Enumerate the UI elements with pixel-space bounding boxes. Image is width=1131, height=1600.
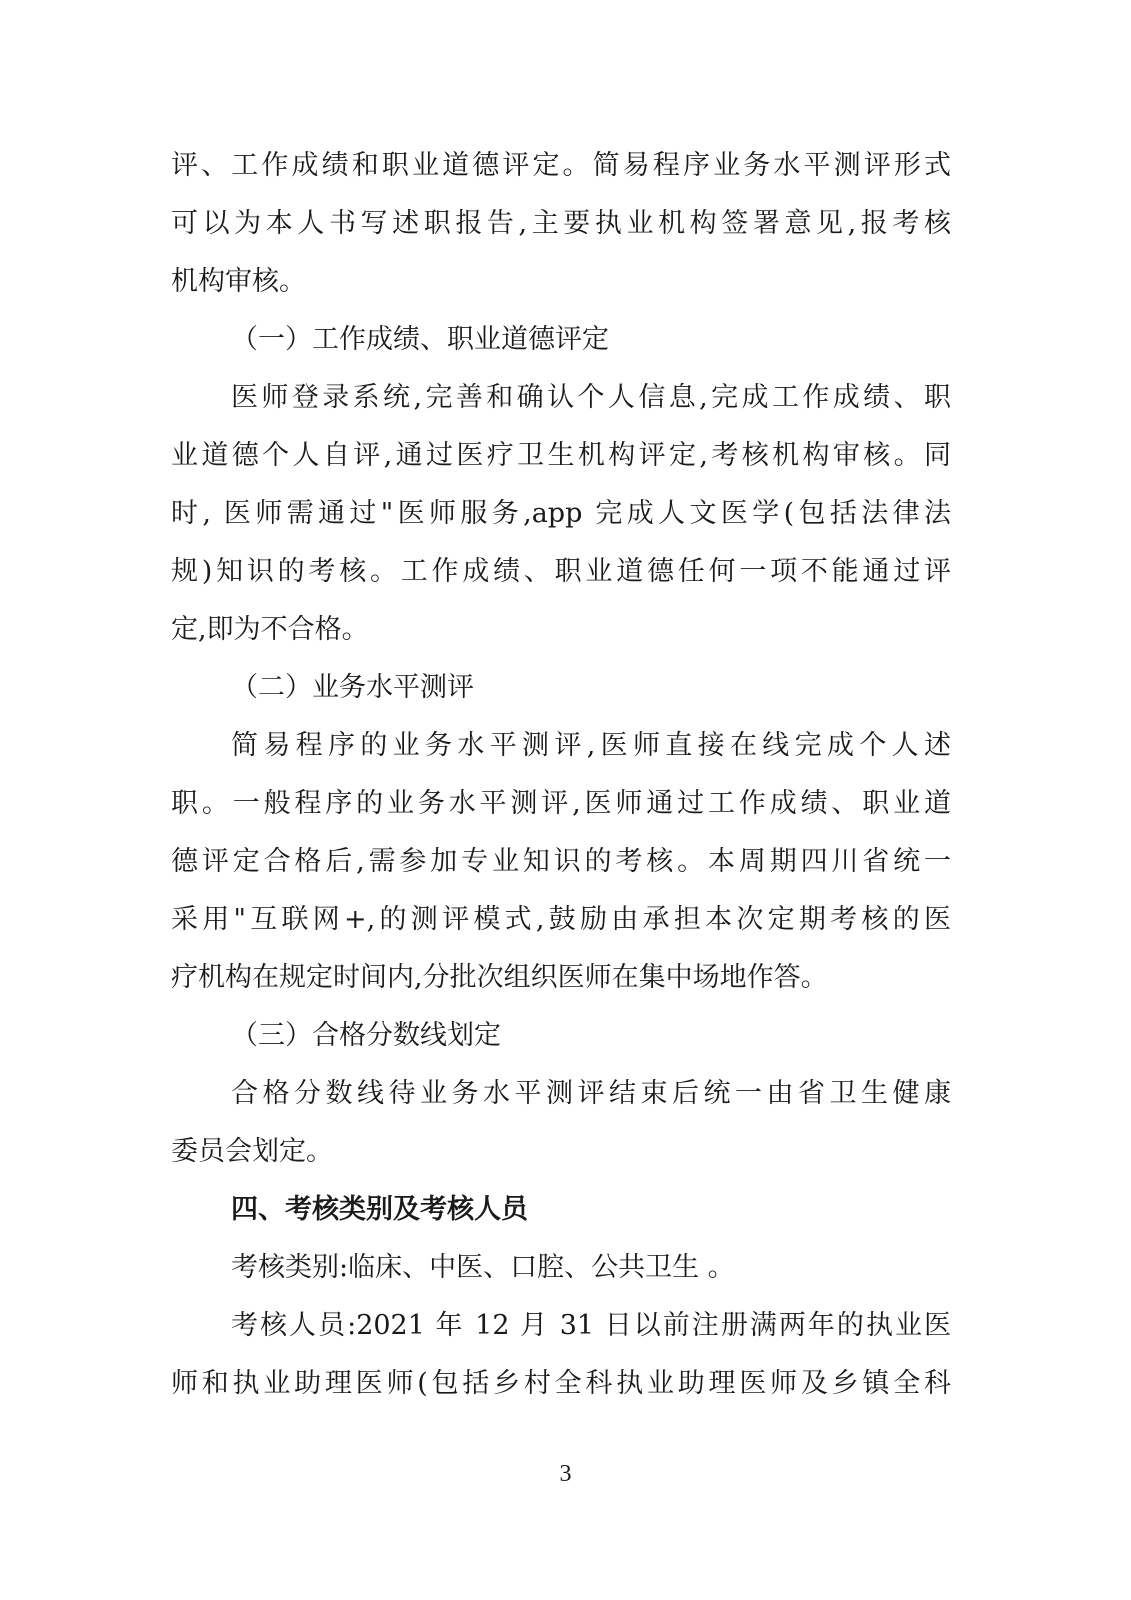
- section4-line-2: 考核人员:2021 年 12 月 31 日以前注册满两年的执业医: [231, 1310, 951, 1341]
- section3-heading: （三）合格分数线划定: [231, 1020, 501, 1051]
- section2-line-1: 简易程序的业务水平测评,医师直接在线完成个人述: [231, 730, 951, 761]
- section3-line-1: 合格分数线待业务水平测评结束后统一由省卫生健康: [231, 1078, 951, 1109]
- section2-line-4: 采用"互联网+,的测评模式,鼓励由承担本次定期考核的医: [171, 904, 951, 935]
- section2-line-2: 职。一般程序的业务水平测评,医师通过工作成绩、职业道: [171, 788, 951, 819]
- section1-line-4: 规)知识的考核。工作成绩、职业道德任何一项不能通过评: [171, 556, 951, 587]
- section1-line-2: 业道德个人自评,通过医疗卫生机构评定,考核机构审核。同: [171, 440, 951, 471]
- section2-line-3: 德评定合格后,需参加专业知识的考核。本周期四川省统一: [171, 846, 951, 877]
- section4-heading: 四、考核类别及考核人员: [231, 1194, 528, 1225]
- section4-line-3: 师和执业助理医师(包括乡村全科执业助理医师及乡镇全科: [171, 1368, 951, 1399]
- section1-heading: （一）工作成绩、职业道德评定: [231, 324, 609, 355]
- section2-line-5: 疗机构在规定时间内,分批次组织医师在集中场地作答。: [171, 962, 828, 993]
- section1-line-1: 医师登录系统,完善和确认个人信息,完成工作成绩、职: [231, 382, 951, 413]
- section3-line-2: 委员会划定。: [171, 1136, 333, 1167]
- section2-heading: （二）业务水平测评: [231, 672, 474, 703]
- page-number: 3: [559, 1461, 572, 1487]
- intro-line-2: 可以为本人书写述职报告,主要执业机构签署意见,报考核: [171, 208, 951, 239]
- section1-line-3: 时, 医师需通过"医师服务,app 完成人文医学(包括法律法: [171, 498, 951, 529]
- section1-line-5: 定,即为不合格。: [171, 614, 369, 645]
- section4-line-1: 考核类别:临床、中医、口腔、公共卫生 。: [231, 1252, 735, 1283]
- intro-line-3: 机构审核。: [171, 266, 306, 297]
- intro-line-1: 评、工作成绩和职业道德评定。简易程序业务水平测评形式: [171, 150, 951, 181]
